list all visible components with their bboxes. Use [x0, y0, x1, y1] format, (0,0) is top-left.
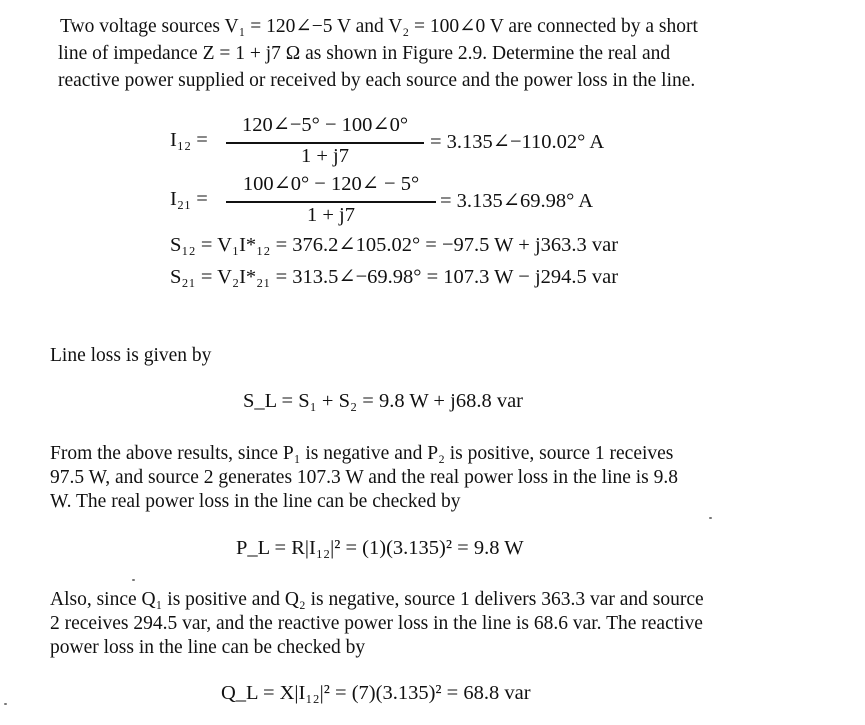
s12-rhs: = 376.2∠105.02° = −97.5 W + j363.3 var: [275, 234, 619, 256]
s21-lhs: S₂₁ = V₂I*₂₁: [170, 266, 271, 288]
line-loss-intro: Line loss is given by: [50, 345, 212, 366]
scan-speck: [132, 579, 135, 581]
scan-speck: [4, 703, 7, 705]
ql-lhs: Q_L = X|I₁₂|²: [221, 682, 330, 704]
results-line-1: From the above results, since P₁ is negative and P₂ is positive, source 1 receives: [50, 443, 674, 464]
problem-line-2: [58, 40, 670, 67]
problem-line-3: [58, 67, 695, 94]
sl-rhs: = 9.8 W + j68.8 var: [362, 390, 523, 412]
reactive-line-2: 2 receives 294.5 var, and the reactive power loss in the line is 68.6 var. The reactive: [50, 613, 703, 634]
s21-equation: [170, 264, 618, 289]
scan-speck: [709, 517, 712, 519]
s12-equation: [170, 232, 618, 257]
reactive-line-1: Also, since Q₁ is positive and Q₂ is negative, source 1 delivers 363.3 var and source: [50, 589, 704, 610]
problem-line-2-text: line of impedance Z = 1 + j7 Ω as shown in Figure 2.9. Determine the real and: [58, 43, 671, 64]
i21-result: = 3.135∠69.98° A: [440, 190, 594, 212]
results-line-2: 97.5 W, and source 2 generates 107.3 W and the real power loss in the line is 9.8: [50, 467, 679, 488]
results-line-3: W. The real power loss in the line can be checked by: [50, 491, 461, 512]
ql-equation: [221, 682, 531, 705]
i21-lhs: I₂₁ =: [170, 188, 208, 210]
i21-fraction-bar: [226, 201, 436, 203]
i12-denominator: 1 + j7: [300, 145, 349, 167]
s21-rhs: = 313.5∠−69.98° = 107.3 W − j294.5 var: [275, 266, 619, 288]
sl-equation: [243, 390, 523, 413]
i12-fraction: [226, 112, 424, 172]
problem-line-1-text: Two voltage sources V₁ = 120∠−5 V and V₂ = 100∠0 V are connected by a short: [60, 16, 698, 37]
problem-line-3-text: reactive power supplied or received by each source and the power loss in the line.: [58, 70, 696, 91]
i12-result: = 3.135∠−110.02° A: [430, 131, 605, 153]
ql-rhs: = (7)(3.135)² = 68.8 var: [335, 682, 531, 704]
sl-lhs: S_L = S₁ + S₂: [243, 390, 358, 412]
i21-numerator: 100∠0° − 120∠ − 5°: [242, 173, 420, 195]
i21-fraction: [226, 171, 436, 231]
problem-line-1: [60, 13, 698, 40]
i12-numerator: 120∠−5° − 100∠0°: [241, 114, 409, 136]
pl-equation: [236, 537, 524, 560]
i21-denominator: 1 + j7: [306, 204, 355, 226]
s12-lhs: S₁₂ = V₁I*₁₂: [170, 234, 271, 256]
pl-lhs: P_L = R|I₁₂|²: [236, 537, 341, 559]
i12-lhs: I₁₂ =: [170, 129, 208, 151]
reactive-line-3: power loss in the line can be checked by: [50, 637, 366, 658]
i12-fraction-bar: [226, 142, 424, 144]
pl-rhs: = (1)(3.135)² = 9.8 W: [345, 537, 524, 559]
